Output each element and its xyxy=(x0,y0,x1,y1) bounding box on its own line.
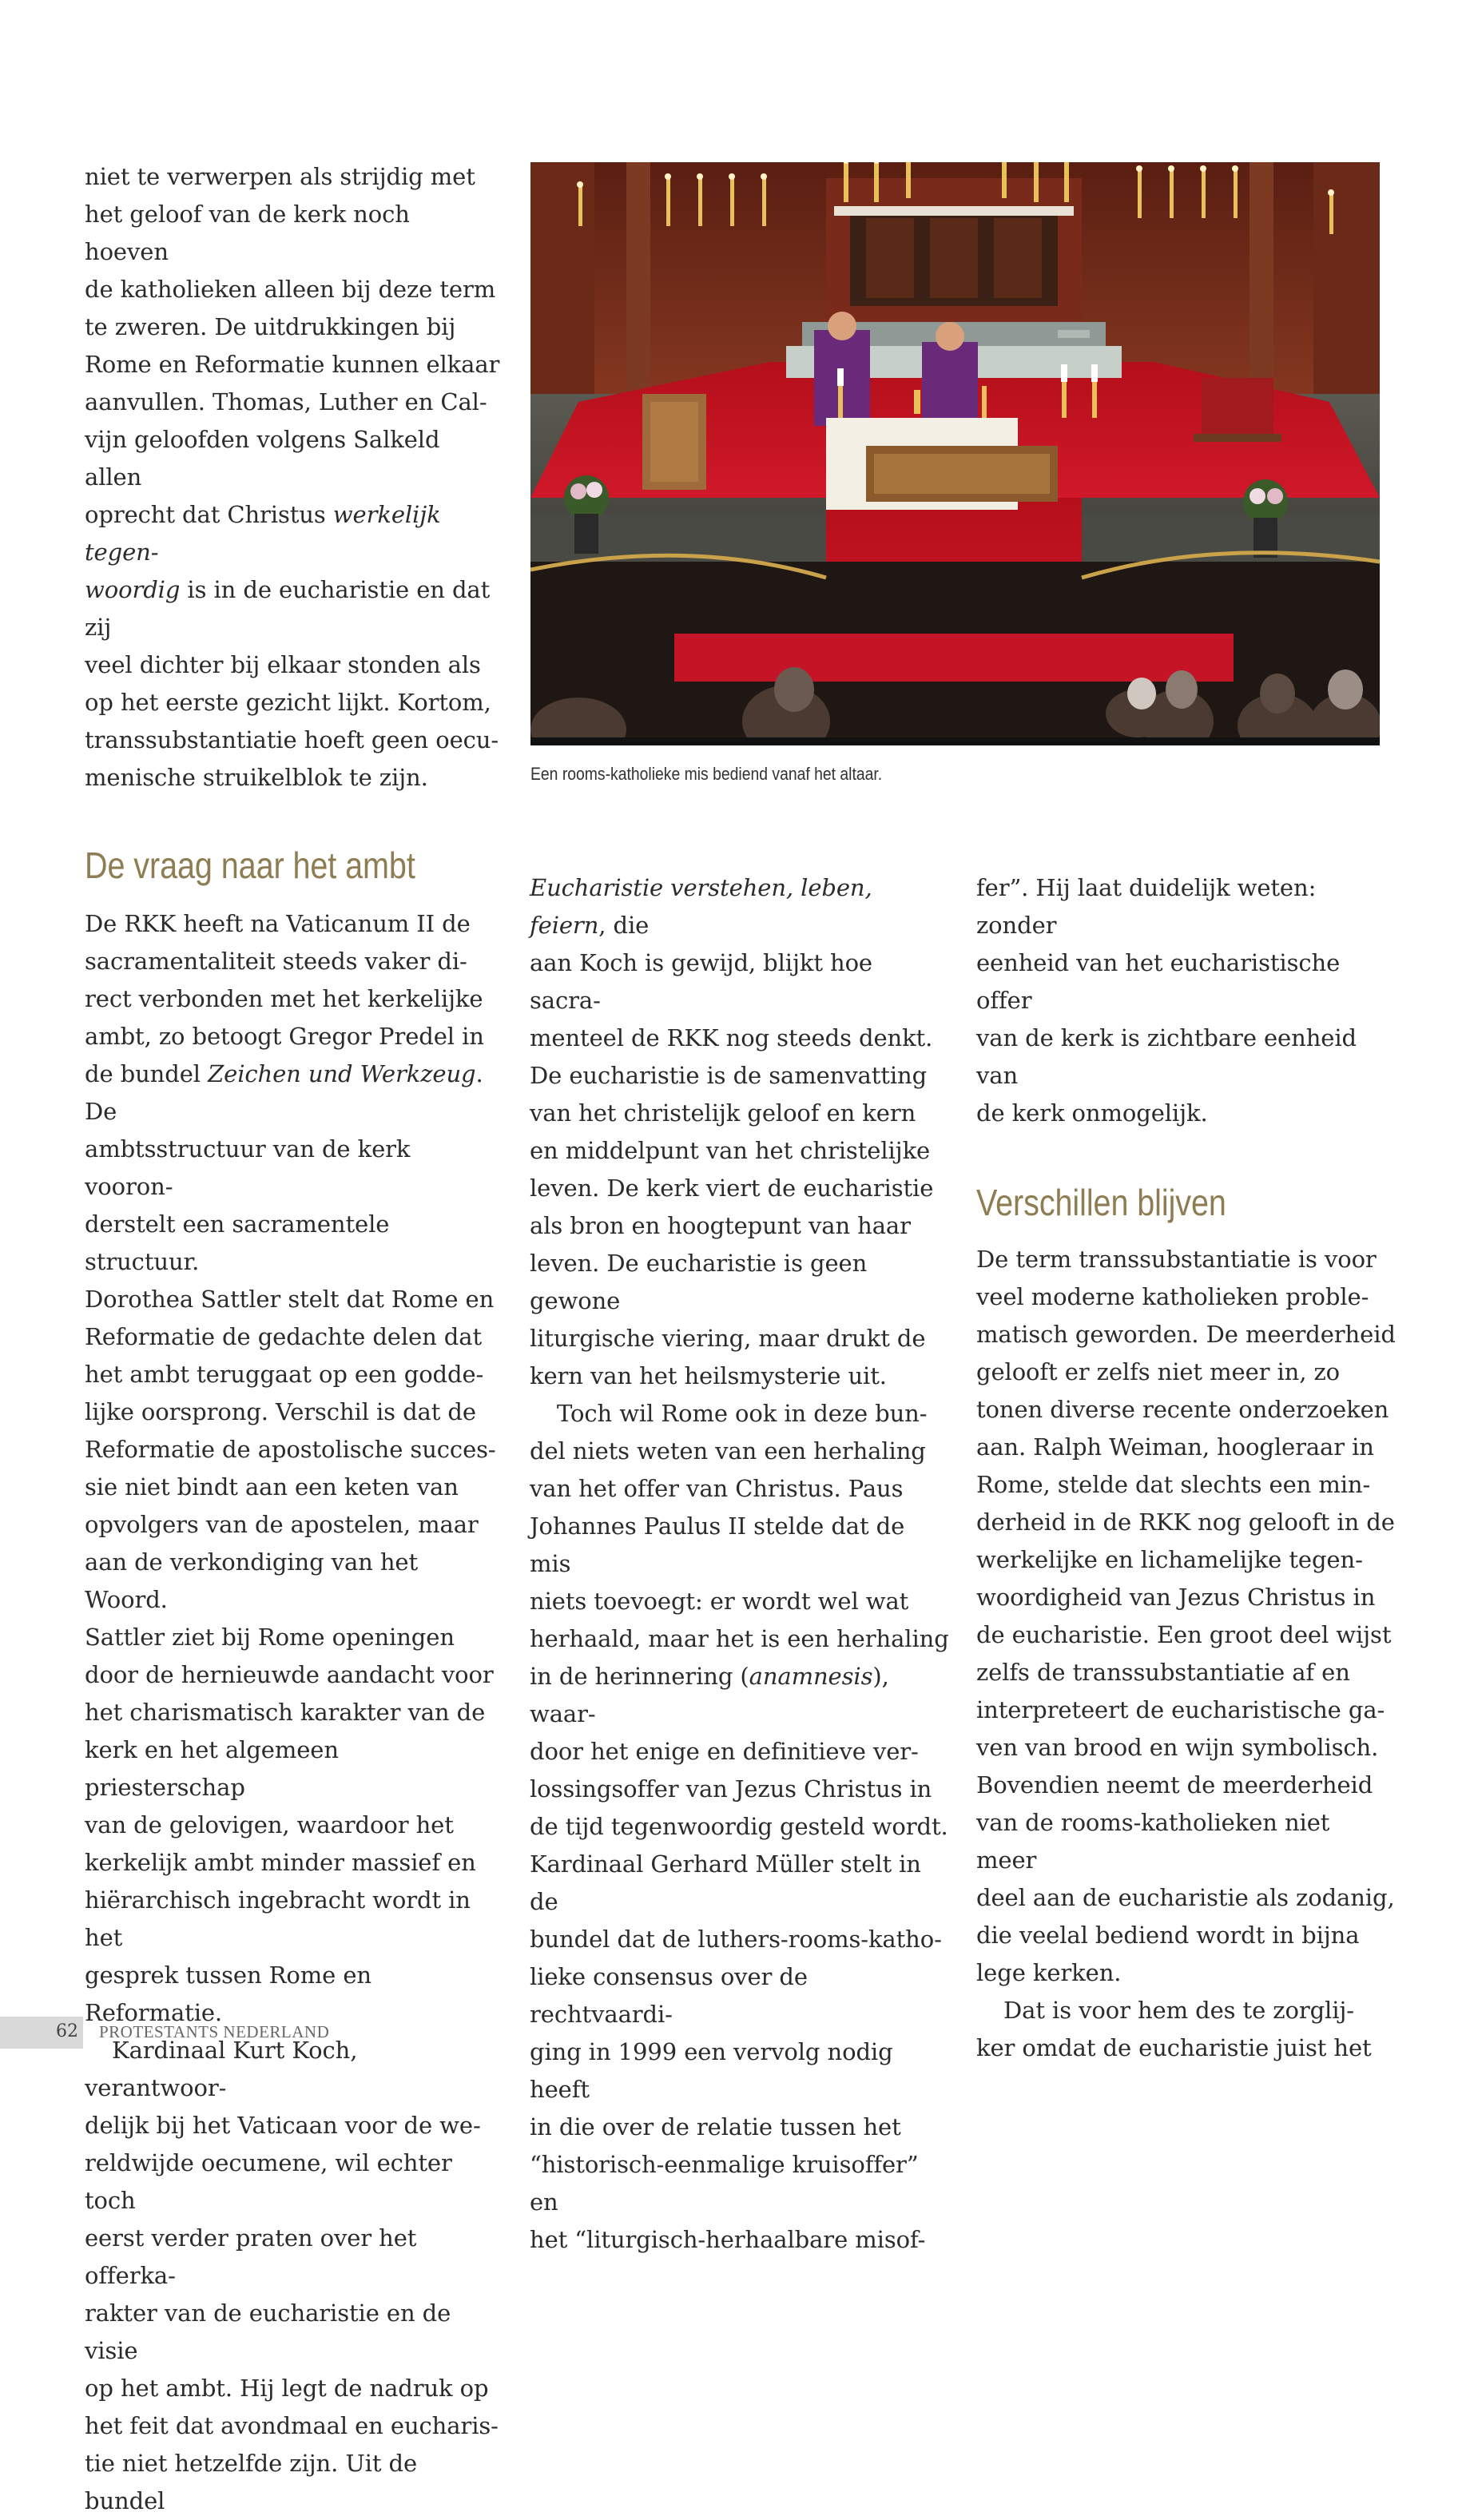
col3-para2-text: De term transsubstantiatie is voor veel moderne katholieken proble- matisch geworden. De meerderheid gelooft er zelfs niet meer in, zo tonen diverse recente onderzoeken aan. Ralph Weiman, hoogleraar in Rome, stelde dat slechts een min- derheid in de RKK nog gelooft in de werkelijke en lichamelijke tegen- woordigheid van Jezus Christus in de eucharistie. Een groot deel wijst zelfs de transsubstantiatie af en interpreteert de eucharistische ga- ven van brood en wijn symbolisch. Bovendien neemt de meerderheid van de rooms-katholieken niet meer deel aan de eucharistie als zodanig, die veelal bediend wordt in bijna lege kerken. xyxy=(976,1246,1396,1986)
col2-para2-text-a: Toch wil Rome ook in deze bun- del niets weten van een herhaling van het offer van Christus. Paus Johannes Paulus II stelde dat de mis niets toevoegt: er wordt wel wat herhaald, maar het is een herhaling xyxy=(530,1400,949,1652)
section-heading-ambt: De vraag naar het ambt xyxy=(85,845,415,886)
col2-para2-line7-post: ), waar- xyxy=(530,1663,889,1727)
publication-name: PROTESTANTS NEDERLAND xyxy=(99,2022,330,2041)
col3-para-1 xyxy=(976,869,1396,1132)
col1-para1-text: niet te verwerpen als strijdig met het geloof van de kerk noch hoeven de katholieken alleen bij deze term te zweren. De uitdrukkingen bij Rome en Reformatie kunnen elkaar aanvullen. Thomas, Luther en Cal- vijn geloofden volgens Salkeld allen xyxy=(85,163,500,491)
col2-para-2 xyxy=(530,1395,949,2259)
col2-italic-anamnesis: anamnesis xyxy=(749,1663,873,1690)
column-1 xyxy=(85,158,500,2520)
col1-italic-zeichen: Zeichen und Werkzeug xyxy=(208,1060,476,1087)
col1-para1-line9-text: is in de eucharistie en dat zij xyxy=(85,576,491,641)
col1-para-1 xyxy=(85,158,500,797)
col2-line1-post: , die xyxy=(598,912,650,939)
photo-caption: Een rooms-katholieke mis bediend vanaf het altaar. xyxy=(530,764,883,784)
col2-para2-text-b: door het enige en definitieve ver- lossingsoffer van Jezus Christus in de tijd tegenwoordig gesteld wordt. Kardinaal Gerhard Müller stelt in de bundel dat de luthers-rooms-katho- lieke consensus over de rechtvaardi- ging in 1999 een vervolg nodig heeft in die over de relatie tussen het “historisch-eenmalige kruisoffer” en het “liturgisch-herhaalbare misof- xyxy=(530,1738,948,2253)
column-3 xyxy=(976,869,1396,2067)
column-2 xyxy=(530,869,949,2259)
church-mass-photo xyxy=(530,162,1380,745)
col3-para3-text: Dat is voor hem des te zorglij- ker omdat de eucharistie juist het xyxy=(976,1997,1372,2061)
col1-italic-woordig: woordig xyxy=(85,576,181,603)
section-heading-verschillen: Verschillen blijven xyxy=(976,1182,1226,1223)
col1-para-3 xyxy=(85,2032,500,2520)
col1-para-2 xyxy=(85,905,500,2032)
col2-italic-title: Eucharistie verstehen, leben, feiern xyxy=(530,874,872,939)
page-number: 62 xyxy=(56,2021,78,2041)
col1-para2-text-b: ambtsstructuur van de kerk vooron- derstelt een sacramentele structuur. Dorothea Sattler stelt dat Rome en Reformatie de gedachte delen dat het ambt teruggaat op een godde- lijke oorsprong. Verschil is dat de Reformatie de apostolische succes- sie niet bindt aan een keten van opvolgers van de apostelen, maar aan de verkondiging van het Woord. Sattler ziet bij Rome openingen door de hernieuwde aandacht voor het charismatisch karakter van de kerk en het algemeen priesterschap van de gelovigen, waardoor het kerkelijk ambt minder massief en hiërarchisch ingebracht wordt in het gesprek tussen Rome en Reformatie. xyxy=(85,1135,496,2026)
col1-para2-line5-post: . De xyxy=(85,1060,483,1125)
col1-italic-werkelijk: werkelijk tegen- xyxy=(85,501,441,566)
col3-para-3 xyxy=(976,1992,1396,2067)
col1-para1-end-text: veel dichter bij elkaar stonden als op het eerste gezicht lijkt. Kortom, transsubstantiatie hoeft geen oecu- menische struikelblok te zijn. xyxy=(85,651,499,791)
col3-para-2 xyxy=(976,1241,1396,1992)
col2-para2-line7-pre: in de herinnering ( xyxy=(530,1663,749,1690)
col2-para-1 xyxy=(530,869,949,1395)
col1-para1-line8-text: oprecht dat Christus xyxy=(85,501,333,528)
col1-para2-text-a: De RKK heeft na Vaticanum II de sacramentaliteit steeds vaker di- rect verbonden met het kerkelijke ambt, zo betoogt Gregor Predel in xyxy=(85,910,484,1050)
col3-para1-text: fer”. Hij laat duidelijk weten: zonder eenheid van het eucharistische offer van de kerk is zichtbare eenheid van de kerk onmogelijk. xyxy=(976,874,1357,1127)
col1-para2-line5-pre: de bundel xyxy=(85,1060,209,1087)
col1-para3-text: Kardinaal Kurt Koch, verantwoor- delijk bij het Vaticaan voor de we- reldwijde oecumene, wil echter toch eerst verder praten over het offerka- rakter van de eucharistie en de visie op het ambt. Hij legt de nadruk op het feit dat avondmaal en eucharis- tie niet hetzelfde zijn. Uit de bundel xyxy=(85,2037,499,2514)
col2-para1-text: aan Koch is gewijd, blijkt hoe sacra- menteel de RKK nog steeds denkt. De eucharistie is de samenvatting van het christelijk geloof en kern en middelpunt van het christelijke leven. De kerk viert de eucharistie als bron en hoogtepunt van haar leven. De eucharistie is geen gewone liturgische viering, maar drukt de kern van het heilsmysterie uit. xyxy=(530,949,934,1389)
church-mass-illustration xyxy=(530,162,1380,745)
